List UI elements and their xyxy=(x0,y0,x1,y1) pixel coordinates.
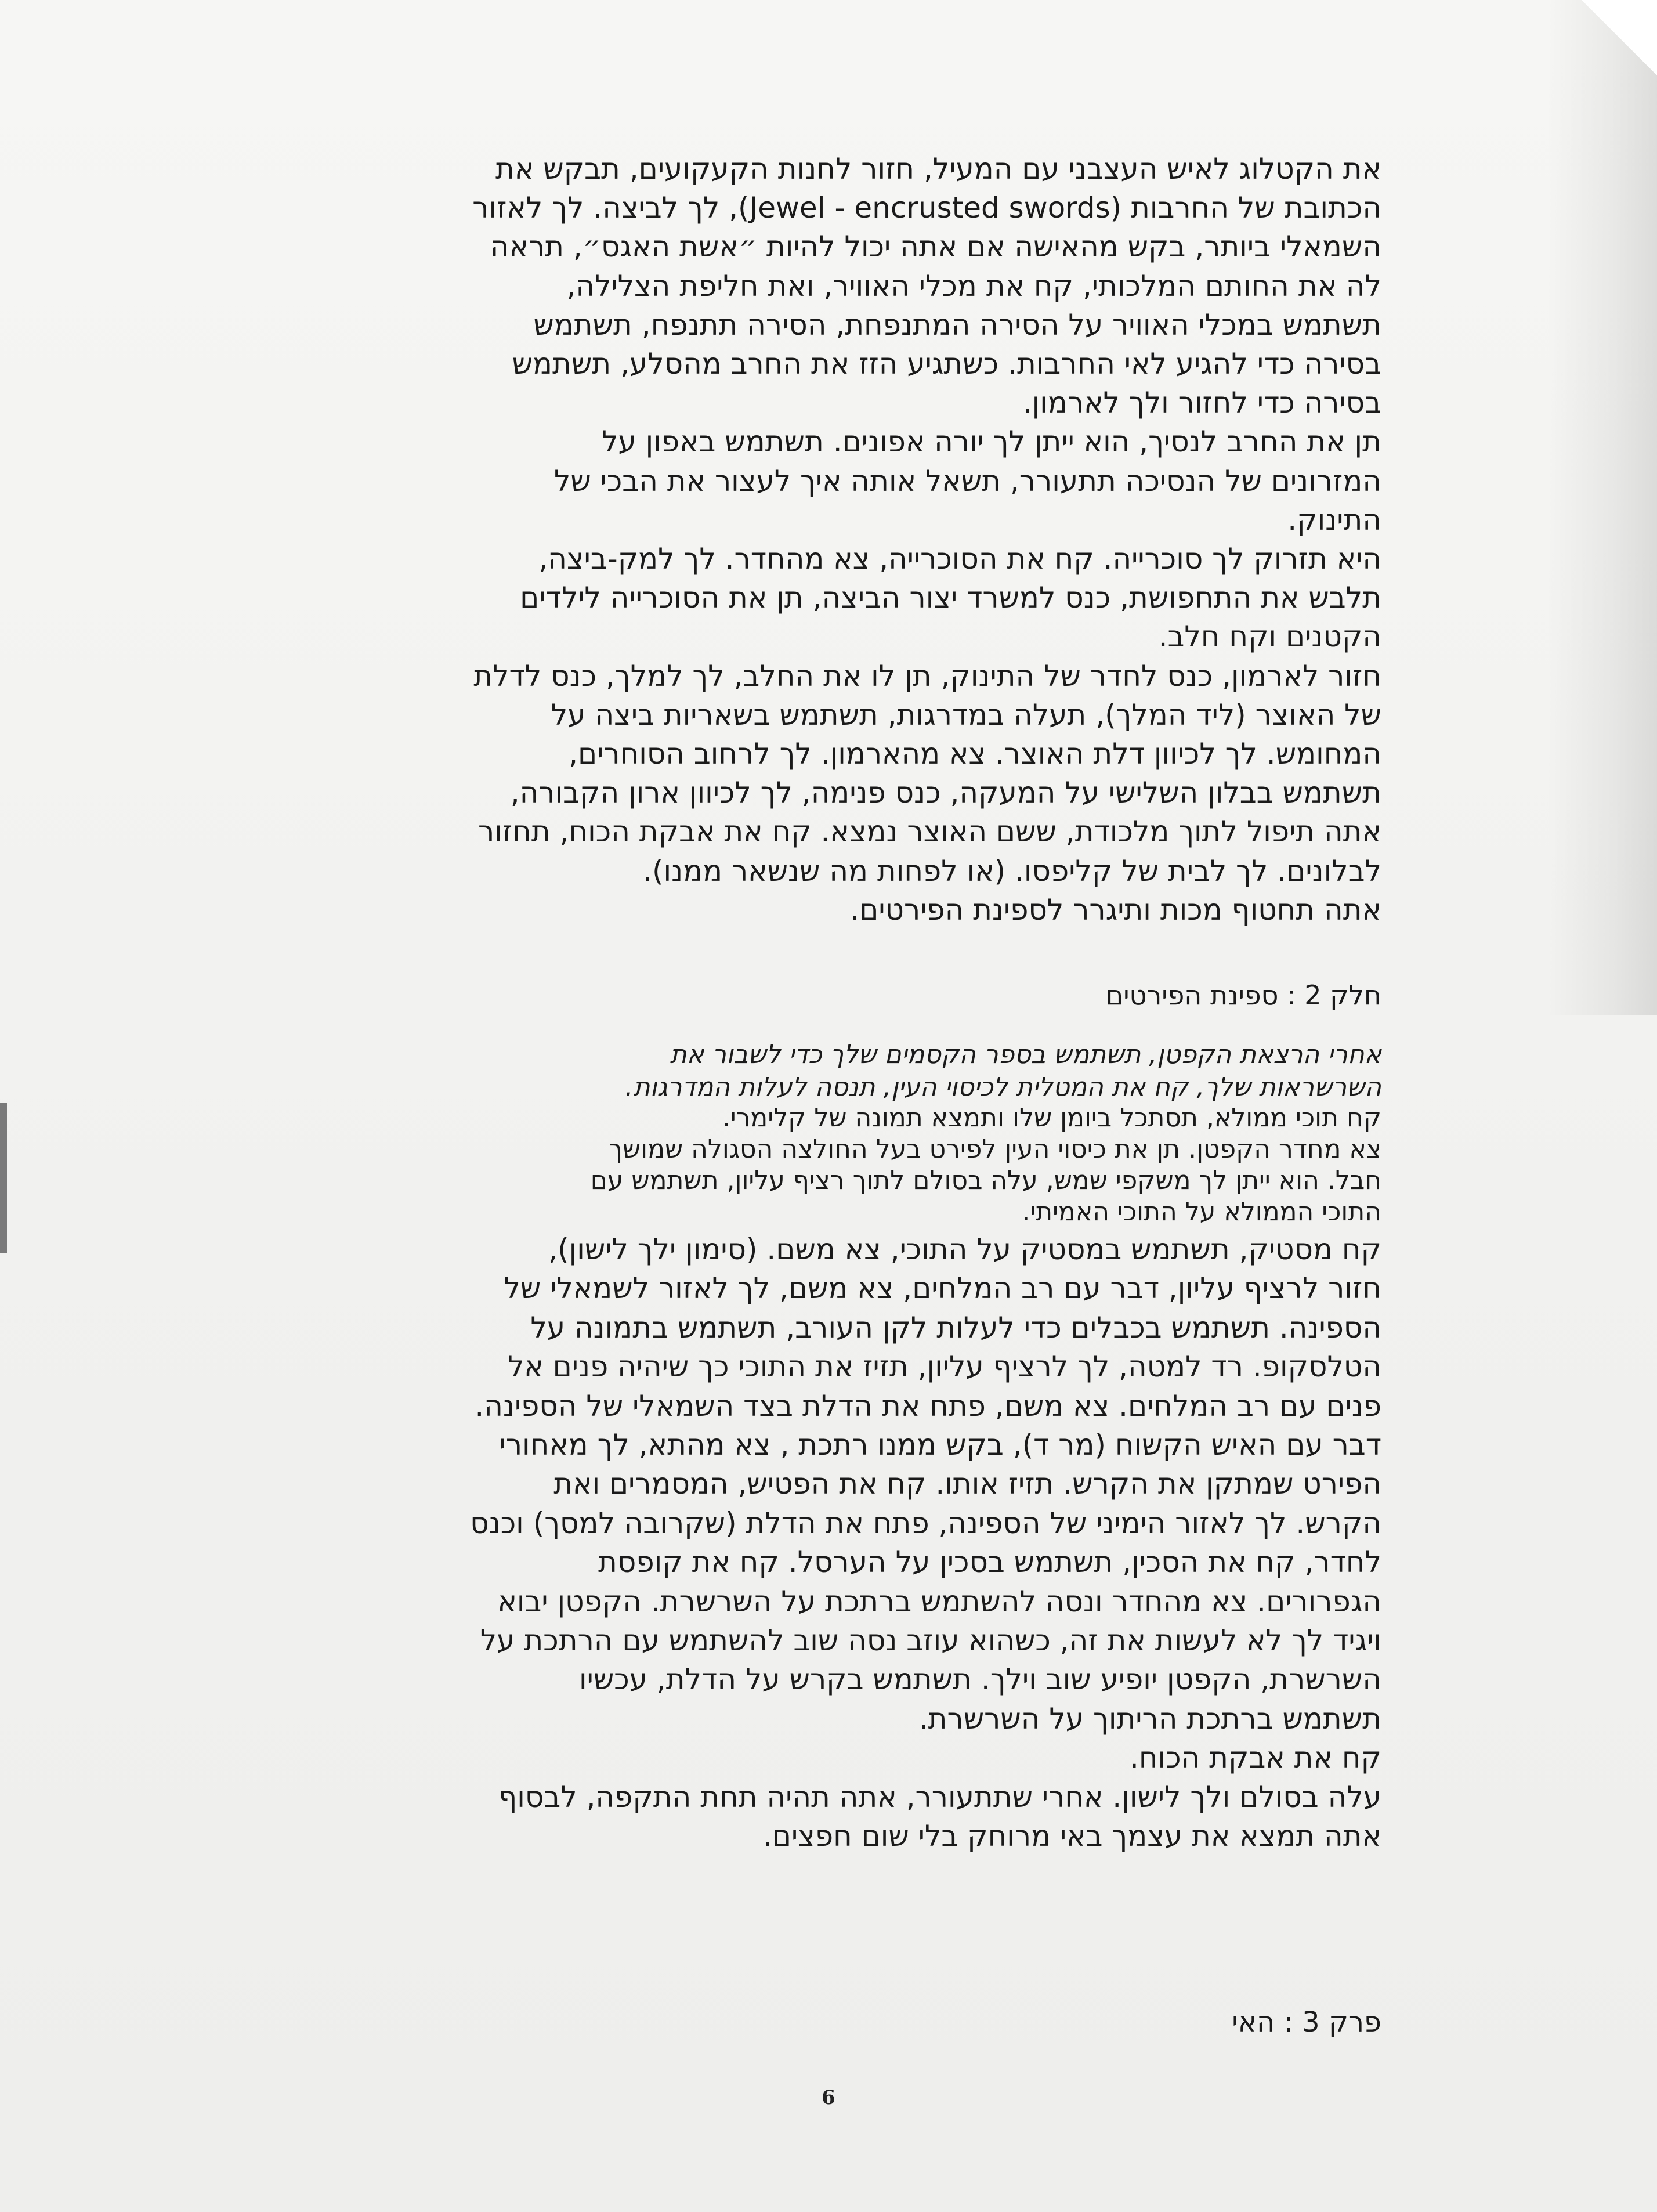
text-line: חזור לרציף עליון, דבר עם רב המלחים, צא משם, לך לאזור לשמאלי של xyxy=(504,1271,1381,1306)
text-line: הקטנים וקח חלב. xyxy=(1158,620,1381,654)
text-line: עלה בסולם ולך לישון. אחרי שתתעורר, אתה תהיה תחת התקפה, לבסוף xyxy=(498,1780,1381,1814)
text-line: אתה תחטוף מכות ותיגרר לספינת הפירטים. xyxy=(850,892,1381,927)
text-line: בסירה כדי להגיע לאי החרבות. כשתגיע הזז את החרב מהסלע, תשתמש xyxy=(512,347,1381,381)
text-line: המחומש. לך לכיוון דלת האוצר. צא מהארמון. לך לרחוב הסוחרים, xyxy=(569,737,1381,771)
walkthrough-section-2-intro xyxy=(316,1039,1381,1104)
text-line: אתה תיפול לתוך מלכודת, ששם האוצר נמצא. קח את אבקת הכוח, תחזור xyxy=(478,815,1381,849)
chapter-3-heading: פרק 3 : האי xyxy=(1232,2006,1381,2038)
text-line: דבר עם האיש הקשוח (מר ד), בקש ממנו רתכת , צא מהתא, לך מאחורי xyxy=(499,1428,1381,1462)
text-line: אחרי הרצאת הקפטן, תשתמש בספר הקסמים שלך כדי לשבור את xyxy=(670,1040,1381,1069)
text-line: תן את החרב לנסיך, הוא ייתן לך יורה אפונים. תשתמש באפון על xyxy=(602,425,1381,459)
text-line: חזור לארמון, כנס לחדר של התינוק, תן לו את החלב, לך למלך, כנס לדלת xyxy=(473,659,1381,693)
text-line: הפירט שמתקן את הקרש. תזיז אותו. קח את הפטיש, המסמרים ואת xyxy=(553,1467,1381,1501)
text-line: צא מחדר הקפטן. תן את כיסוי העין לפירט בעל החולצה הסגולה שמושך xyxy=(609,1134,1381,1164)
text-line: תשתמש ברתכת הריתוך על השרשרת. xyxy=(918,1701,1381,1736)
text-line: קח מסטיק, תשתמש במסטיק על התוכי, צא משם. (סימון ילך לישון), xyxy=(548,1232,1381,1266)
text-line: הגפרורים. צא מהחדר ונסה להשתמש ברתכת על השרשרת. הקפטן יבוא xyxy=(497,1584,1381,1618)
text-line: הקרש. לך לאזור הימיני של הספינה, פתח את הדלת (שקרובה למסך) וכנס xyxy=(470,1506,1381,1540)
scan-edge-mark xyxy=(0,1103,7,1253)
text-line: לחדר, קח את הסכין, תשתמש בסכין על הערסל. קח את קופסת xyxy=(598,1545,1381,1580)
text-line: השרשרת, הקפטן יופיע שוב וילך. תשתמש בקרש על הדלת, עכשיו xyxy=(579,1662,1381,1697)
text-line: הספינה. תשתמש בכבלים כדי לעלות לקן העורב, תשתמש בתמונה על xyxy=(530,1310,1381,1344)
text-line: תשתמש במכלי האוויר על הסירה המתנפחת, הסירה תתנפח, תשתמש xyxy=(533,308,1381,342)
text-line: תלבש את התחפושת, כנס למשרד יצור הביצה, תן את הסוכרייה לילדים xyxy=(520,581,1381,615)
text-line: לה את החותם המלכותי, קח את מכלי האוויר, ואת חליפת הצלילה, xyxy=(566,269,1381,303)
text-line: התוכי הממולא על התוכי האמיתי. xyxy=(1022,1197,1381,1227)
text-line: תשתמש בבלון השלישי על המעקה, כנס פנימה, לך לכיוון ארון הקבורה, xyxy=(510,776,1381,810)
text-line: קח את אבקת הכוח. xyxy=(1129,1741,1381,1775)
page-corner-shadow xyxy=(1547,0,1657,1015)
text-line: אתה תמצא את עצמך באי מרוחק בלי שום חפצים. xyxy=(762,1819,1381,1853)
text-line: לבלונים. לך לבית של קליפסו. (או לפחות מה שנשאר ממנו). xyxy=(643,854,1381,888)
text-line: פנים עם רב המלחים. צא משם, פתח את הדלת בצד השמאלי של הספינה. xyxy=(475,1389,1381,1423)
text-line: של האוצר (ליד המלך), תעלה במדרגות, תשתמש בשאריות ביצה על xyxy=(551,697,1381,732)
text-line: הכתובת של החרבות (Jewel - encrusted swords), לך לביצה. לך לאזור xyxy=(472,191,1381,225)
text-line: המזרונים של הנסיכה תתעורר, תשאל אותה איך לעצור את הבכי של xyxy=(553,464,1381,498)
text-line: היא תזרוק לך סוכרייה. קח את הסוכרייה, צא מהחדר. לך למק-ביצה, xyxy=(538,542,1381,576)
page-corner-fold xyxy=(1582,0,1657,75)
text-line: קח תוכי ממולא, תסתכל ביומן שלו ותמצא תמונה של קלימרי. xyxy=(722,1103,1381,1133)
text-line: השרשראות שלך, קח את המטלית לכיסוי העין, תנסה לעלות המדרגות. xyxy=(625,1072,1381,1102)
text-line: חבל. הוא ייתן לך משקפי שמש, עלה בסולם לתוך רציף עליון, תשתמש עם xyxy=(590,1166,1381,1195)
walkthrough-section-2-part-b xyxy=(290,1230,1381,1856)
walkthrough-section-1 xyxy=(316,150,1381,930)
text-line: השמאלי ביותר, בקש מהאישה אם אתה יכול להיות ״אשת האגס״, תראה xyxy=(490,230,1381,264)
text-line: ויגיד לך לא לעשות את זה, כשהוא עוזב נסה שוב להשתמש עם הרתכת על xyxy=(480,1624,1381,1658)
text-line: בסירה כדי לחזור ולך לארמון. xyxy=(1022,386,1381,420)
chapter-2-heading: חלק 2 : ספינת הפירטים xyxy=(1105,980,1381,1011)
page-number: 6 xyxy=(822,2086,835,2109)
walkthrough-section-2-part-a xyxy=(316,1103,1381,1228)
text-line: את הקטלוג לאיש העצבני עם המעיל, חזור לחנות הקעקועים, תבקש את xyxy=(495,152,1381,186)
text-line: הטלסקופ. רד למטה, לך לרציף עליון, תזיז את התוכי כך שיהיה פנים אל xyxy=(507,1350,1381,1384)
text-line: התינוק. xyxy=(1287,503,1381,537)
